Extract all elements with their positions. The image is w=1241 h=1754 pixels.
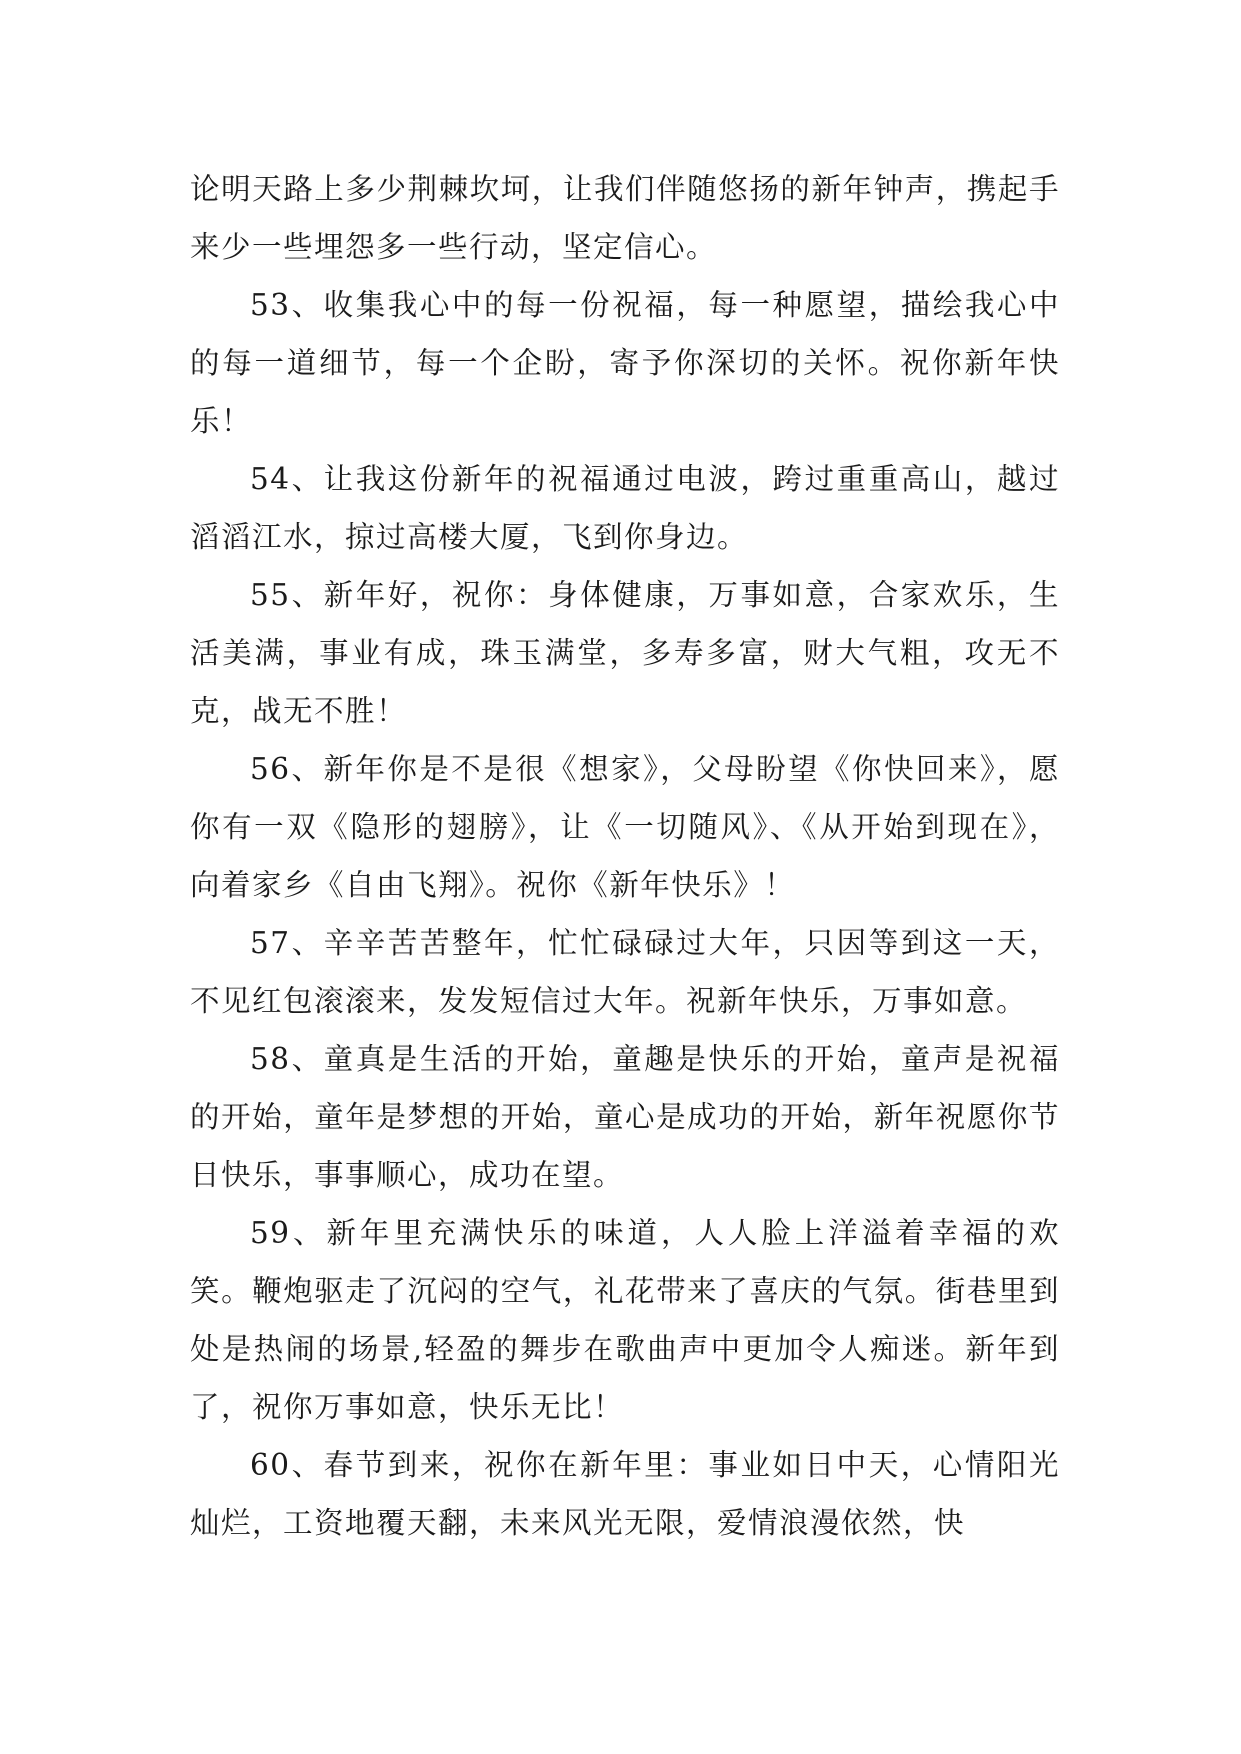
paragraph-59: 59、新年里充满快乐的味道，人人脸上洋溢着幸福的欢笑。鞭炮驱走了沉闷的空气，礼花带来了喜庆的气氛。街巷里到处是热闹的场景,轻盈的舞步在歌曲声中更加令人痴迷。新年到了，祝你万事如意，快乐无比！ (190, 1216, 1060, 1424)
paragraph-continuation: 论明天路上多少荆棘坎坷，让我们伴随悠扬的新年钟声，携起手来少一些埋怨多一些行动，坚定信心。 (190, 172, 1060, 264)
paragraph-54: 54、让我这份新年的祝福通过电波，跨过重重高山，越过滔滔江水，掠过高楼大厦，飞到你身边。 (190, 462, 1060, 554)
paragraph-57: 57、辛辛苦苦整年，忙忙碌碌过大年，只因等到这一天，不见红包滚滚来，发发短信过大年。祝新年快乐，万事如意。 (190, 926, 1060, 1018)
paragraph-56: 56、新年你是不是很《想家》，父母盼望《你快回来》，愿你有一双《隐形的翅膀》，让《一切随风》、《从开始到现在》，向着家乡《自由飞翔》。祝你《新年快乐》！ (190, 752, 1060, 902)
paragraph-58: 58、童真是生活的开始，童趣是快乐的开始，童声是祝福的开始，童年是梦想的开始，童心是成功的开始，新年祝愿你节日快乐，事事顺心，成功在望。 (190, 1042, 1060, 1192)
document-body (190, 160, 1060, 1552)
paragraph-60: 60、春节到来，祝你在新年里：事业如日中天，心情阳光灿烂，工资地覆天翻，未来风光无限，爱情浪漫依然，快 (190, 1448, 1060, 1540)
paragraph-53: 53、收集我心中的每一份祝福，每一种愿望，描绘我心中的每一道细节，每一个企盼，寄予你深切的关怀。祝你新年快乐！ (190, 288, 1060, 438)
paragraph-55: 55、新年好，祝你：身体健康，万事如意，合家欢乐，生活美满，事业有成，珠玉满堂，多寿多富，财大气粗，攻无不克，战无不胜！ (190, 578, 1060, 728)
